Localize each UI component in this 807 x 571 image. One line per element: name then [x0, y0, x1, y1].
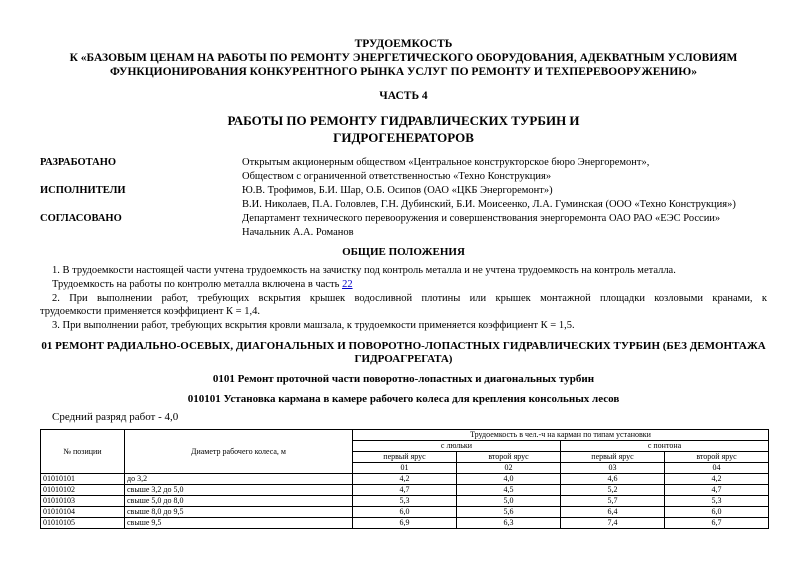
developed-line2: Обществом с ограниченной ответственностью «Техно Конструкция»: [242, 171, 552, 182]
cell-diameter: свыше 8,0 до 9,5: [125, 507, 353, 518]
cell-position: 01010101: [41, 474, 125, 485]
doc-title: ТРУДОЕМКОСТЬ: [354, 38, 453, 50]
cell-value: 4,0: [457, 474, 561, 485]
cell-value: 5,6: [457, 507, 561, 518]
col-diameter-header: Диаметр рабочего колеса, м: [125, 430, 353, 474]
tier2-header: второй ярус: [457, 452, 561, 463]
general-p3: 3. При выполнении работ, требующих вскрытия кровли машзала, к трудоемкости применяется коэффициент К = 1,5.: [52, 320, 575, 331]
tier4-header: второй ярус: [665, 452, 769, 463]
cell-value: 5,7: [561, 496, 665, 507]
general-p1b-text: Трудоемкость на работы по контролю металла включена в часть: [52, 279, 340, 290]
cell-value: 6,3: [457, 518, 561, 529]
cell-value: 5,3: [665, 496, 769, 507]
general-heading: ОБЩИЕ ПОЛОЖЕНИЯ: [342, 246, 465, 258]
part-22-link[interactable]: 22: [342, 279, 353, 290]
general-p2-line1: 2. При выполнении работ, требующих вскрытия крышек водосливной плотины или крышек монтажной площадки козловыми кранами, к: [52, 293, 767, 304]
tier3-header: первый ярус: [561, 452, 665, 463]
cell-diameter: свыше 5,0 до 8,0: [125, 496, 353, 507]
subsection-0101: 0101 Ремонт проточной части поворотно-лопастных и диагональных турбин: [212, 373, 595, 385]
col-labor-header: Трудоемкость в чел.-ч на карман по типам установки: [353, 430, 769, 441]
table-row: [41, 485, 769, 496]
col-num-03: 03: [561, 463, 665, 474]
cell-value: 6,9: [353, 518, 457, 529]
agreed-line1: Департамент технического перевооружения и совершенствования энергоремонта ОАО РАО «ЕЭС России»: [242, 213, 721, 224]
part-label: ЧАСТЬ 4: [379, 90, 428, 102]
table-row: [41, 474, 769, 485]
avg-grade: Средний разряд работ - 4,0: [52, 411, 179, 423]
table-row: [41, 496, 769, 507]
doc-subtitle-line1: К «БАЗОВЫМ ЦЕНАМ НА РАБОТЫ ПО РЕМОНТУ ЭНЕРГЕТИЧЕСКОГО ОБОРУДОВАНИЯ, АДЕКВАТНЫМ УСЛОВИЯМ: [69, 52, 738, 64]
col-num-01: 01: [353, 463, 457, 474]
col-position-header: № позиции: [41, 430, 125, 474]
cell-value: 5,2: [561, 485, 665, 496]
part-title-line2: ГИДРОГЕНЕРАТОРОВ: [333, 130, 474, 145]
part-title-line1: РАБОТЫ ПО РЕМОНТУ ГИДРАВЛИЧЕСКИХ ТУРБИН И: [227, 113, 580, 128]
table-row: [41, 518, 769, 529]
cell-position: 01010105: [41, 518, 125, 529]
cell-diameter: до 3,2: [125, 474, 353, 485]
agreed-label: СОГЛАСОВАНО: [40, 213, 122, 224]
cell-position: 01010103: [41, 496, 125, 507]
cell-value: 4,7: [353, 485, 457, 496]
tier1-header: первый ярус: [353, 452, 457, 463]
executors-label: ИСПОЛНИТЕЛИ: [40, 185, 126, 196]
group-pontoon-header: с понтона: [561, 441, 769, 452]
section-heading-line2: ГИДРОАГРЕГАТА): [354, 353, 453, 365]
executors-line2: В.И. Николаев, П.А. Головлев, Г.Н. Дубинский, Б.И. Моисеенко, Л.А. Гуминская (ООО «Техно Конструкция»): [242, 199, 736, 210]
cell-diameter: свыше 3,2 до 5,0: [125, 485, 353, 496]
group-cradle-header: с люльки: [353, 441, 561, 452]
developed-label: РАЗРАБОТАНО: [40, 157, 117, 168]
general-p2-line2: трудоемкости применяется коэффициент К = 1,4.: [40, 306, 260, 317]
cell-value: 4,6: [561, 474, 665, 485]
developed-line1: Открытым акционерным обществом «Центральное конструкторское бюро Энергоремонт»,: [242, 157, 650, 168]
cell-value: 5,3: [353, 496, 457, 507]
cell-value: 5,0: [457, 496, 561, 507]
cell-position: 01010104: [41, 507, 125, 518]
general-p1: 1. В трудоемкости настоящей части учтена трудоемкость на зачистку под контроль металла и не учтена трудоемкость на контроль металла.: [52, 265, 676, 276]
col-num-04: 04: [665, 463, 769, 474]
subsection-010101: 010101 Установка кармана в камере рабочего колеса для крепления консольных лесов: [187, 393, 620, 405]
agreed-line2: Начальник А.А. Романов: [242, 227, 354, 238]
cell-value: 6,7: [665, 518, 769, 529]
cell-value: 6,0: [353, 507, 457, 518]
cell-position: 01010102: [41, 485, 125, 496]
cell-value: 4,5: [457, 485, 561, 496]
table-row: [41, 507, 769, 518]
cell-value: 4,2: [665, 474, 769, 485]
executors-line1: Ю.В. Трофимов, Б.И. Шар, О.Б. Осипов (ОАО «ЦКБ Энергоремонт»): [242, 185, 553, 196]
cell-value: 6,0: [665, 507, 769, 518]
cell-value: 4,7: [665, 485, 769, 496]
labor-table: [40, 429, 769, 529]
cell-value: 4,2: [353, 474, 457, 485]
cell-diameter: свыше 9,5: [125, 518, 353, 529]
col-num-02: 02: [457, 463, 561, 474]
cell-value: 6,4: [561, 507, 665, 518]
section-heading-line1: 01 РЕМОНТ РАДИАЛЬНО-ОСЕВЫХ, ДИАГОНАЛЬНЫХ И ПОВОРОТНО-ЛОПАСТНЫХ ГИДРАВЛИЧЕСКИХ ТУРБИН (БЕЗ ДЕМОНТАЖА: [41, 340, 766, 352]
general-p1b: [52, 279, 353, 290]
cell-value: 7,4: [561, 518, 665, 529]
doc-subtitle-line2: ФУНКЦИОНИРОВАНИЯ КОНКУРЕНТНОГО РЫНКА УСЛУГ ПО РЕМОНТУ И ТЕХПЕРЕВООРУЖЕНИЮ»: [110, 66, 697, 78]
